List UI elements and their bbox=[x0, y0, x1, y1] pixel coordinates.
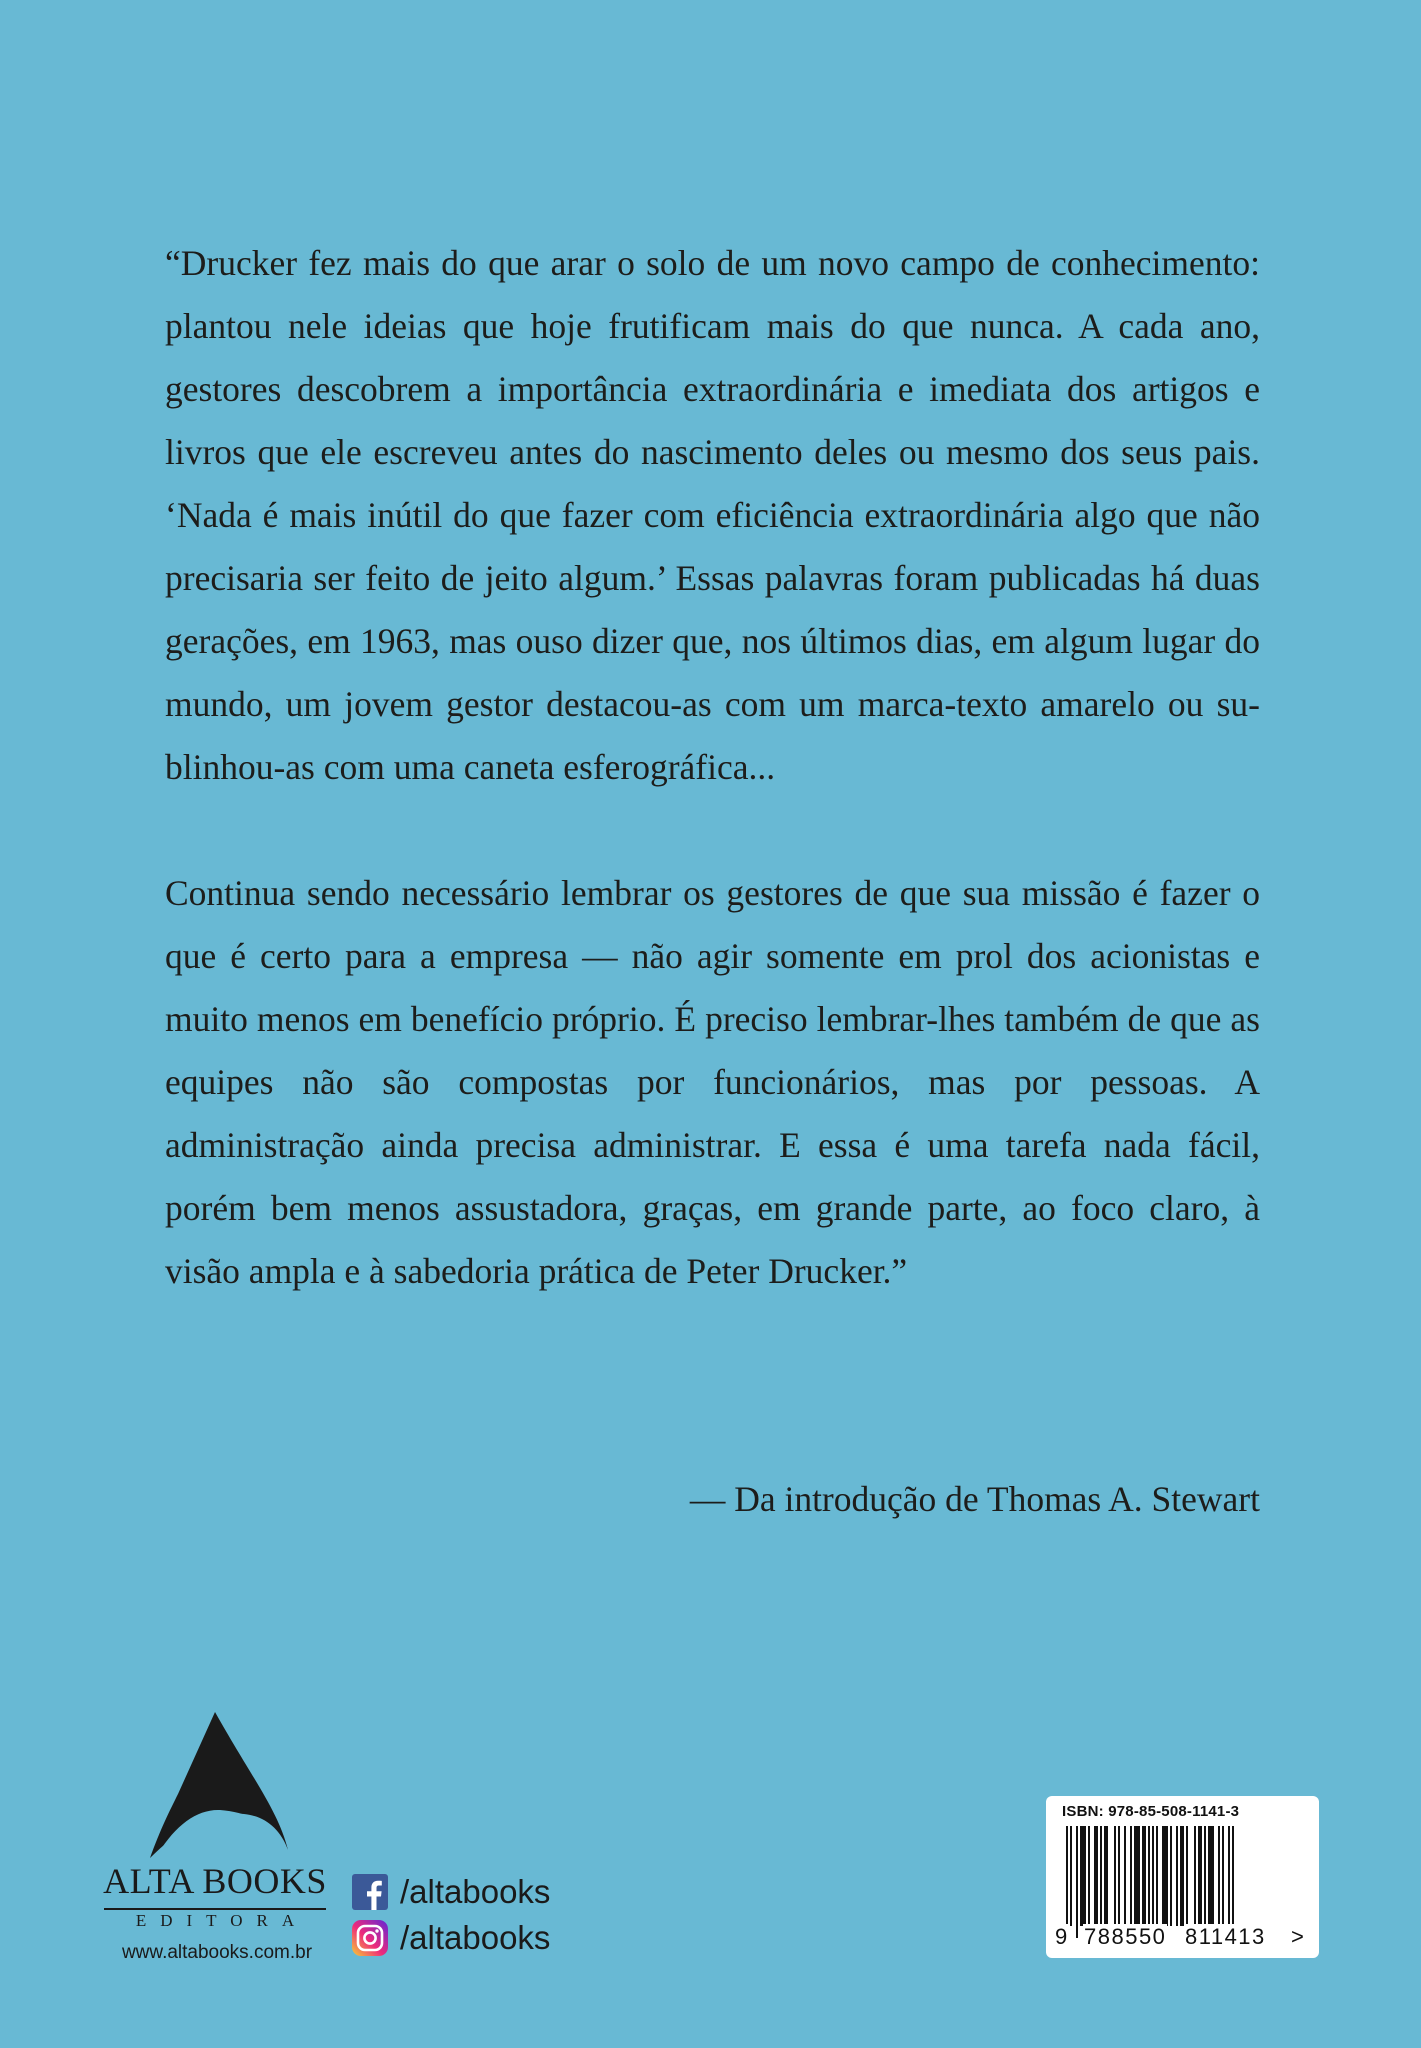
triangle-sail-logo-icon bbox=[140, 1710, 290, 1860]
barcode-bar bbox=[1100, 1826, 1102, 1926]
barcode-bar bbox=[1066, 1826, 1068, 1938]
barcode-bar bbox=[1208, 1826, 1214, 1926]
barcode-bar bbox=[1194, 1826, 1196, 1926]
barcode-bar bbox=[1218, 1826, 1220, 1926]
barcode-bar bbox=[1198, 1826, 1202, 1926]
barcode-bar bbox=[1152, 1826, 1154, 1926]
barcode-digits-right: 811413 bbox=[1185, 1924, 1266, 1949]
instagram-icon bbox=[352, 1920, 388, 1956]
facebook-link[interactable] bbox=[352, 1872, 550, 1912]
instagram-link[interactable] bbox=[352, 1918, 550, 1958]
barcode-bar bbox=[1124, 1826, 1126, 1926]
barcode-bar bbox=[1114, 1826, 1116, 1926]
barcode-bar bbox=[1080, 1826, 1086, 1926]
barcode-digit-first: 9 bbox=[1055, 1924, 1068, 1949]
barcode-bar bbox=[1094, 1826, 1098, 1926]
barcode-bar bbox=[1142, 1826, 1146, 1926]
barcode-bar bbox=[1156, 1826, 1158, 1926]
barcode-digits bbox=[1046, 1924, 1319, 1952]
barcode-digits-left: 788550 bbox=[1084, 1924, 1167, 1949]
facebook-handle: /altabooks bbox=[400, 1873, 551, 1910]
isbn-label: ISBN: 978-85-508-1141-3 bbox=[1062, 1803, 1240, 1820]
barcode-bar bbox=[1170, 1826, 1172, 1926]
barcode-bar bbox=[1204, 1826, 1206, 1926]
barcode-bar bbox=[1176, 1826, 1178, 1926]
barcode-bar bbox=[1180, 1826, 1184, 1926]
facebook-icon bbox=[352, 1874, 388, 1910]
instagram-handle: /altabooks bbox=[400, 1919, 551, 1956]
quote-paragraph-2: Continua sendo necessário lembrar os gestores de que sua missão é fazer o que é certo para a empresa — não agir somente em prol dos acionistas e muito menos em benefício próprio. É preciso lembrar-lhes também de que as equipes não são compostas por funcionários, mas por pessoas. A administração ainda precisa administrar. E essa é uma tarefa nada fácil, porém bem menos assustadora, graças, em grande parte, ao foco claro, à visão ampla e à sabedoria prática de Peter Drucker.” bbox=[165, 873, 1260, 1291]
barcode-bar bbox=[1118, 1826, 1120, 1926]
barcode-bars bbox=[1066, 1826, 1296, 1938]
barcode-bar bbox=[1134, 1826, 1140, 1926]
barcode-bar bbox=[1162, 1826, 1168, 1926]
barcode-bar bbox=[1130, 1826, 1132, 1926]
quote-attribution: — Da introdução de Thomas A. Stewart bbox=[689, 1479, 1260, 1519]
isbn-barcode bbox=[1046, 1796, 1319, 1958]
barcode-bar bbox=[1148, 1826, 1150, 1926]
publisher-website[interactable]: www.altabooks.com.br bbox=[121, 1942, 313, 1963]
publisher-subtitle: EDITORA bbox=[135, 1911, 309, 1930]
publisher-name: ALTA BOOKS bbox=[103, 1861, 327, 1901]
barcode-bar bbox=[1088, 1826, 1090, 1926]
barcode-bar bbox=[1186, 1826, 1188, 1926]
barcode-bar bbox=[1222, 1826, 1224, 1926]
barcode-digit-end: > bbox=[1291, 1924, 1304, 1949]
barcode-bar bbox=[1232, 1826, 1234, 1926]
publisher-logo bbox=[100, 1710, 330, 1963]
barcode-bar bbox=[1070, 1826, 1072, 1926]
barcode-bar bbox=[1104, 1826, 1108, 1926]
back-cover-quote bbox=[165, 232, 1260, 1303]
quote-paragraph-1: “Drucker fez mais do que arar o solo de um novo campo de conhecimento: plantou nele ideias que hoje frutificam mais do que nunca. A cada ano, gestores descobrem a importância extraordinária e imediata dos artigos e livros que ele escreveu antes do nascimento deles ou mesmo dos seus pais. ‘Nada é mais inútil do que fazer com eficiência extraordinária algo que não precisaria ser feito de jeito algum.’ Essas palavras foram publicadas há duas gerações, em 1963, mas ouso dizer que, nos últimos dias, em algum lugar do mundo, um jovem gestor destacou-as com um marca-texto amarelo ou sublinhou-as com uma caneta esferográfica... bbox=[165, 243, 1260, 787]
logo-divider bbox=[104, 1908, 326, 1910]
barcode-bar bbox=[1076, 1826, 1078, 1938]
barcode-bar bbox=[1228, 1826, 1230, 1938]
